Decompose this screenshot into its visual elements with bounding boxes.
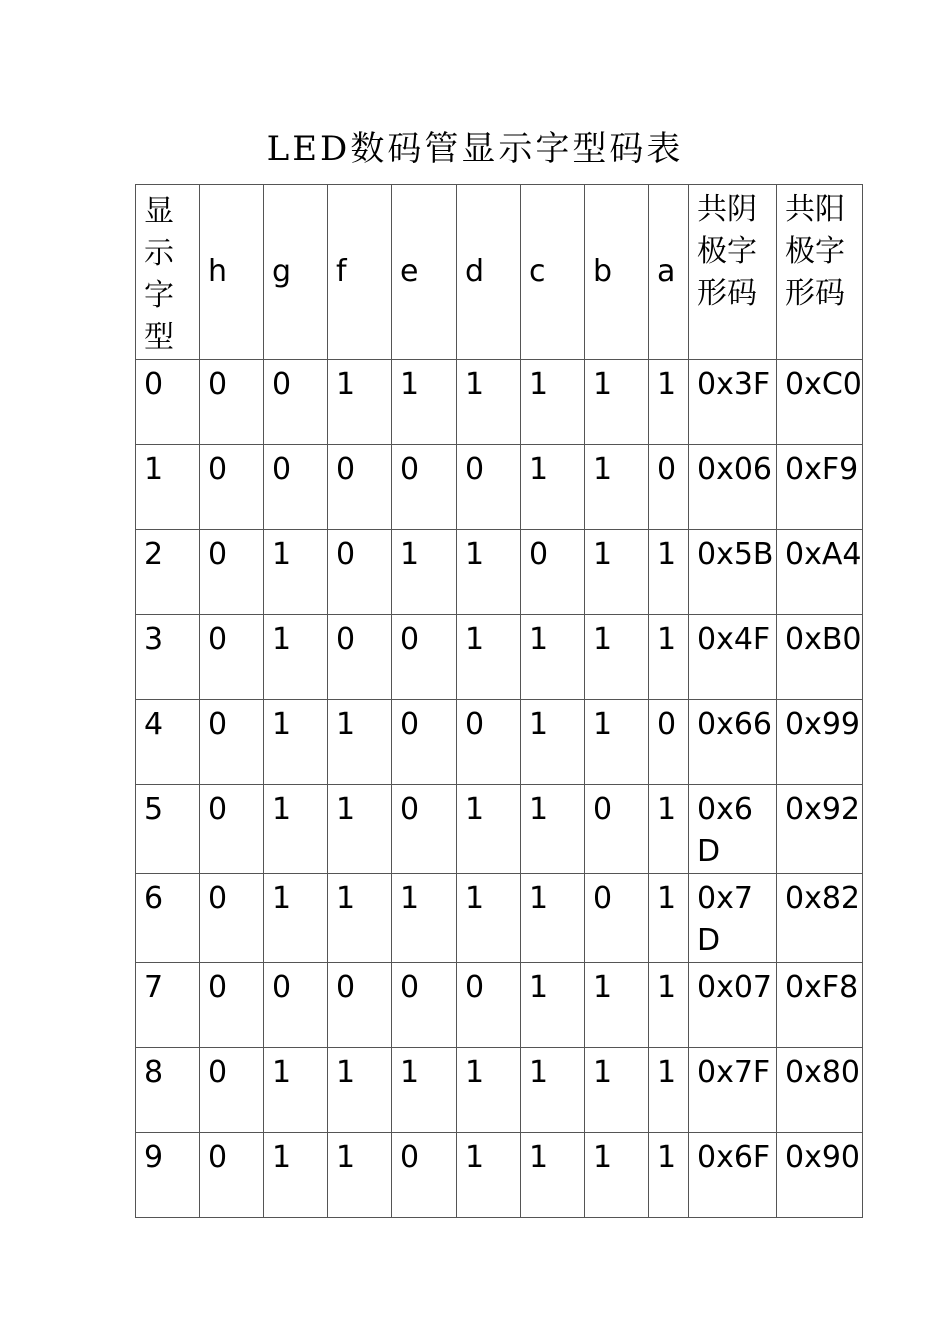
h-cell: 0	[200, 1133, 264, 1218]
a-cell: 1	[649, 1048, 689, 1133]
table-header-row	[136, 185, 863, 360]
b-cell: 1	[585, 445, 649, 530]
table-row	[136, 360, 863, 445]
common-cathode-code-cell: 0x06	[689, 445, 777, 530]
d-cell: 1	[457, 615, 521, 700]
c-cell: 1	[521, 1133, 585, 1218]
c-cell: 1	[521, 1048, 585, 1133]
d-cell: 0	[457, 445, 521, 530]
b-cell: 1	[585, 700, 649, 785]
common-cathode-code-cell: 0x66	[689, 700, 777, 785]
c-cell: 0	[521, 530, 585, 615]
f-cell: 1	[328, 874, 392, 963]
b-cell: 1	[585, 530, 649, 615]
g-cell: 1	[264, 700, 328, 785]
digit-cell: 4	[136, 700, 200, 785]
common-anode-code-cell: 0x99	[777, 700, 863, 785]
digit-cell: 8	[136, 1048, 200, 1133]
a-cell: 1	[649, 615, 689, 700]
h-cell: 0	[200, 360, 264, 445]
c-cell: 1	[521, 700, 585, 785]
digit-cell: 1	[136, 445, 200, 530]
a-cell: 1	[649, 530, 689, 615]
a-cell: 1	[649, 874, 689, 963]
h-cell: 0	[200, 530, 264, 615]
b-cell: 1	[585, 615, 649, 700]
column-header-f: f	[328, 185, 392, 360]
common-anode-code-cell: 0xC0	[777, 360, 863, 445]
h-cell: 0	[200, 874, 264, 963]
segment-code-table	[135, 184, 863, 1218]
common-anode-code-cell: 0x82	[777, 874, 863, 963]
digit-cell: 0	[136, 360, 200, 445]
a-cell: 1	[649, 1133, 689, 1218]
b-cell: 1	[585, 360, 649, 445]
c-cell: 1	[521, 785, 585, 874]
f-cell: 1	[328, 360, 392, 445]
column-header-common-cathode: 共阴极字形码	[689, 185, 777, 360]
g-cell: 1	[264, 785, 328, 874]
digit-cell: 2	[136, 530, 200, 615]
d-cell: 1	[457, 530, 521, 615]
table-row	[136, 445, 863, 530]
digit-cell: 5	[136, 785, 200, 874]
f-cell: 1	[328, 1133, 392, 1218]
e-cell: 1	[392, 1048, 457, 1133]
g-cell: 1	[264, 874, 328, 963]
b-cell: 0	[585, 874, 649, 963]
column-header-b: b	[585, 185, 649, 360]
f-cell: 1	[328, 785, 392, 874]
c-cell: 1	[521, 874, 585, 963]
column-header-e: e	[392, 185, 457, 360]
a-cell: 0	[649, 700, 689, 785]
h-cell: 0	[200, 785, 264, 874]
f-cell: 0	[328, 445, 392, 530]
g-cell: 0	[264, 360, 328, 445]
table-body	[136, 360, 863, 1218]
b-cell: 0	[585, 785, 649, 874]
common-anode-code-cell: 0x90	[777, 1133, 863, 1218]
common-anode-code-cell: 0xA4	[777, 530, 863, 615]
a-cell: 0	[649, 445, 689, 530]
g-cell: 0	[264, 963, 328, 1048]
h-cell: 0	[200, 615, 264, 700]
f-cell: 0	[328, 530, 392, 615]
d-cell: 1	[457, 1048, 521, 1133]
column-header-common-anode: 共阳极字形码	[777, 185, 863, 360]
d-cell: 1	[457, 1133, 521, 1218]
e-cell: 1	[392, 874, 457, 963]
column-header-d: d	[457, 185, 521, 360]
digit-cell: 6	[136, 874, 200, 963]
digit-cell: 7	[136, 963, 200, 1048]
g-cell: 1	[264, 1048, 328, 1133]
h-cell: 0	[200, 700, 264, 785]
column-header-g: g	[264, 185, 328, 360]
f-cell: 1	[328, 1048, 392, 1133]
table-row	[136, 785, 863, 874]
table-row	[136, 874, 863, 963]
c-cell: 1	[521, 963, 585, 1048]
f-cell: 0	[328, 963, 392, 1048]
b-cell: 1	[585, 1048, 649, 1133]
common-anode-code-cell: 0xF9	[777, 445, 863, 530]
d-cell: 0	[457, 700, 521, 785]
a-cell: 1	[649, 360, 689, 445]
g-cell: 1	[264, 615, 328, 700]
h-cell: 0	[200, 963, 264, 1048]
h-cell: 0	[200, 445, 264, 530]
a-cell: 1	[649, 785, 689, 874]
table-row	[136, 963, 863, 1048]
table-row	[136, 615, 863, 700]
e-cell: 0	[392, 700, 457, 785]
g-cell: 0	[264, 445, 328, 530]
e-cell: 0	[392, 785, 457, 874]
c-cell: 1	[521, 360, 585, 445]
e-cell: 1	[392, 360, 457, 445]
common-anode-code-cell: 0xB0	[777, 615, 863, 700]
column-header-a: a	[649, 185, 689, 360]
table-row	[136, 1048, 863, 1133]
g-cell: 1	[264, 530, 328, 615]
common-cathode-code-cell: 0x07	[689, 963, 777, 1048]
common-cathode-code-cell: 0x3F	[689, 360, 777, 445]
table-row	[136, 1133, 863, 1218]
e-cell: 0	[392, 615, 457, 700]
common-anode-code-cell: 0xF8	[777, 963, 863, 1048]
common-cathode-code-cell: 0x4F	[689, 615, 777, 700]
common-cathode-code-cell: 0x5B	[689, 530, 777, 615]
e-cell: 1	[392, 530, 457, 615]
common-anode-code-cell: 0x92	[777, 785, 863, 874]
column-header-glyph: 显示字型	[136, 185, 200, 360]
digit-cell: 9	[136, 1133, 200, 1218]
c-cell: 1	[521, 445, 585, 530]
d-cell: 0	[457, 963, 521, 1048]
common-cathode-code-cell: 0x7F	[689, 1048, 777, 1133]
b-cell: 1	[585, 1133, 649, 1218]
e-cell: 0	[392, 1133, 457, 1218]
table-row	[136, 530, 863, 615]
e-cell: 0	[392, 445, 457, 530]
f-cell: 1	[328, 700, 392, 785]
common-cathode-code-cell: 0x6D	[689, 785, 777, 874]
f-cell: 0	[328, 615, 392, 700]
common-anode-code-cell: 0x80	[777, 1048, 863, 1133]
g-cell: 1	[264, 1133, 328, 1218]
page-title: LED数码管显示字型码表	[266, 129, 684, 169]
common-cathode-code-cell: 0x6F	[689, 1133, 777, 1218]
a-cell: 1	[649, 963, 689, 1048]
d-cell: 1	[457, 874, 521, 963]
e-cell: 0	[392, 963, 457, 1048]
d-cell: 1	[457, 785, 521, 874]
d-cell: 1	[457, 360, 521, 445]
column-header-c: c	[521, 185, 585, 360]
h-cell: 0	[200, 1048, 264, 1133]
digit-cell: 3	[136, 615, 200, 700]
c-cell: 1	[521, 615, 585, 700]
common-cathode-code-cell: 0x7D	[689, 874, 777, 963]
b-cell: 1	[585, 963, 649, 1048]
column-header-h: h	[200, 185, 264, 360]
table-row	[136, 700, 863, 785]
